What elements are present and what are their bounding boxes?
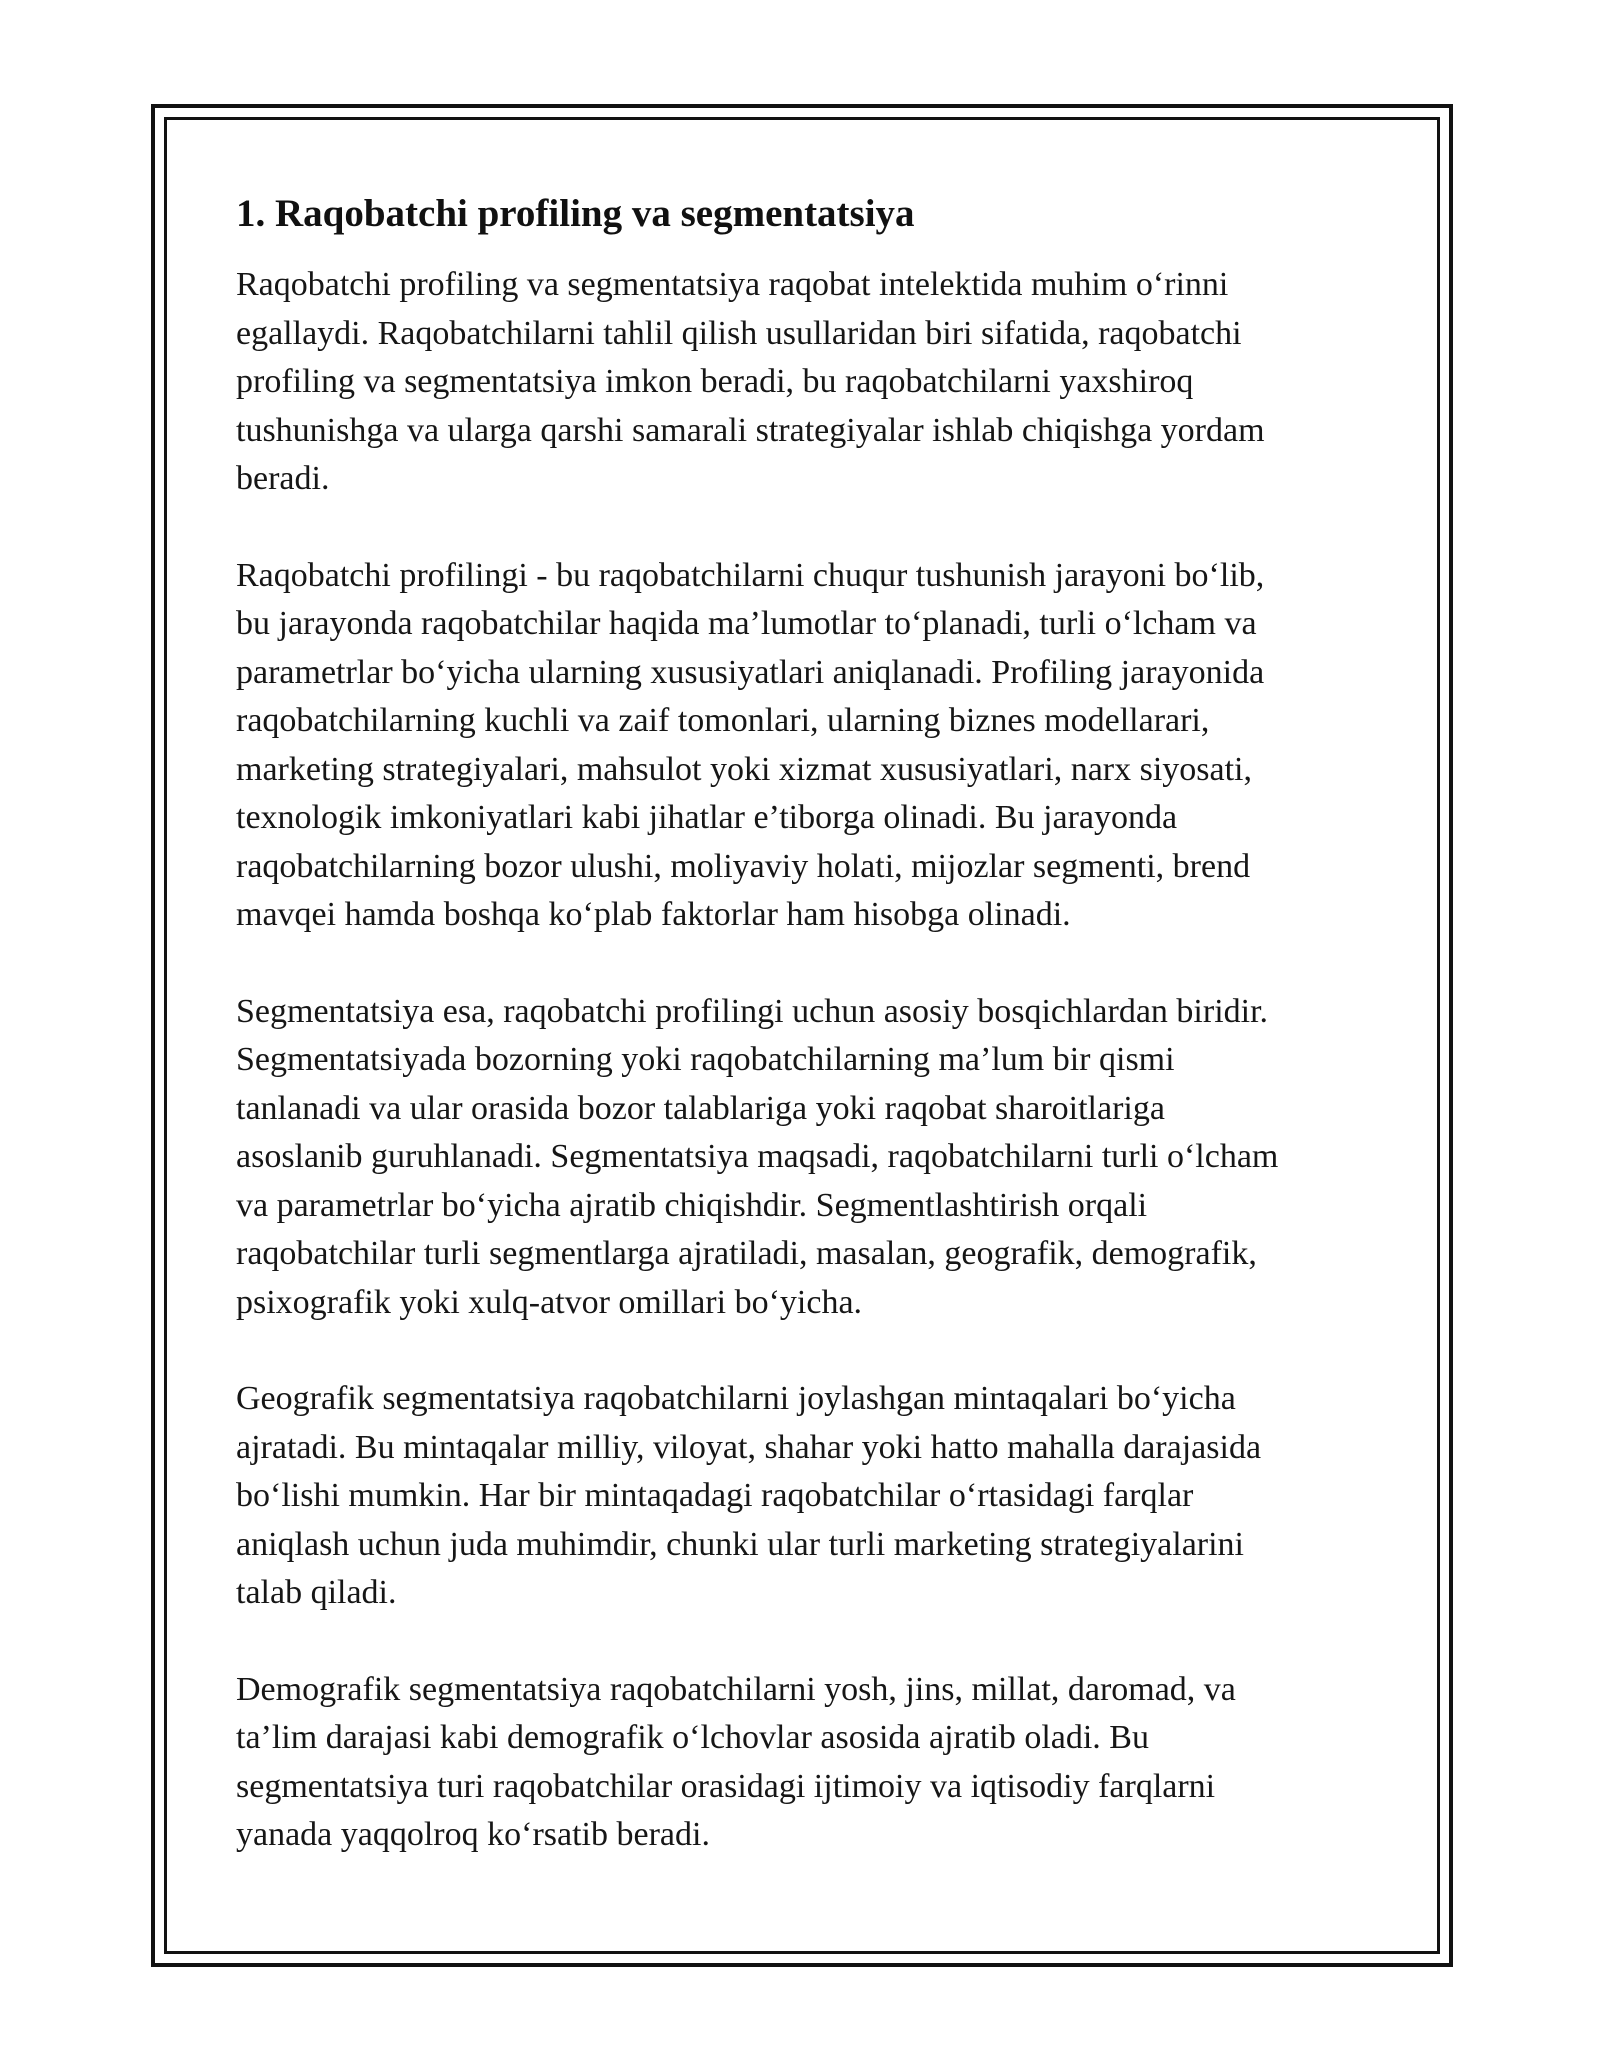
text-line: tanlanadi va ular orasida bozor talablariga yoki raqobat sharoitlariga [236,1089,1165,1127]
text-line: segmentatsiya turi raqobatchilar orasidagi ijtimoiy va iqtisodiy farqlarni [236,1767,1216,1805]
text-line: Segmentatsiya esa, raqobatchi profilingi uchun asosiy bosqichlardan biridir. [236,992,1269,1030]
paragraph-profiling [236,552,1376,940]
text-line: psixografik yoki xulq-atvor omillari bo‘yicha. [236,1283,863,1321]
section-heading: 1. Raqobatchi profiling va segmentatsiya [236,192,915,235]
paragraph-intro [236,261,1376,504]
text-line: raqobatchilarning kuchli va zaif tomonlari, ularning biznes modellarari, [236,702,1210,739]
text-line: mavqei hamda boshqa ko‘plab faktorlar ham hisobga olinadi. [236,896,1071,933]
paragraph-demographic [236,1666,1376,1860]
paragraph-segmentation [236,988,1376,1328]
text-line: Raqobatchi profilingi - bu raqobatchilarni chuqur tushunish jarayoni bo‘lib, [236,556,1265,594]
text-line: Geografik segmentatsiya raqobatchilarni joylashgan mintaqalari bo‘yicha [236,1380,1236,1417]
text-line: va parametrlar bo‘yicha ajratib chiqishdir. Segmentlashtirish orqali [236,1186,1148,1224]
text-line: Raqobatchi profiling va segmentatsiya raqobat intelektida muhim o‘rinni [236,266,1229,303]
text-line: raqobatchilar turli segmentlarga ajratiladi, masalan, geografik, demografik, [236,1235,1257,1272]
text-line: yanada yaqqolroq ko‘rsatib beradi. [236,1816,710,1853]
text-line: egallaydi. Raqobatchilarni tahlil qilish usullaridan biri sifatida, raqobatchi [236,314,1242,352]
text-line: marketing strategiyalari, mahsulot yoki xizmat xususiyatlari, narx siyosati, [236,750,1252,788]
text-line: Segmentatsiyada bozorning yoki raqobatchilarning ma’lum bir qismi [236,1041,1175,1078]
text-line: asoslanib guruhlanadi. Segmentatsiya maqsadi, raqobatchilarni turli o‘lcham [236,1138,1279,1175]
document-body [236,188,1376,1908]
text-line: tushunishga va ularga qarshi samarali strategiyalar ishlab chiqishga yordam [236,411,1265,449]
text-line: bu jarayonda raqobatchilar haqida ma’lumotlar to‘planadi, turli o‘lcham va [236,605,1257,642]
text-line: ta’lim darajasi kabi demografik o‘lchovlar asosida ajratib oladi. Bu [236,1719,1149,1756]
text-line: talab qiladi. [236,1574,397,1611]
text-line: beradi. [236,460,330,497]
text-line: bo‘lishi mumkin. Har bir mintaqadagi raqobatchilar o‘rtasidagi farqlar [236,1477,1194,1514]
text-line: profiling va segmentatsiya imkon beradi, bu raqobatchilarni yaxshiroq [236,363,1194,400]
text-line: texnologik imkoniyatlari kabi jihatlar e’tiborga olinadi. Bu jarayonda [236,799,1178,836]
paragraph-geographic [236,1375,1376,1618]
text-line: raqobatchilarning bozor ulushi, moliyaviy holati, mijozlar segmenti, brend [236,847,1251,885]
text-line: aniqlash uchun juda muhimdir, chunki ular turli marketing strategiyalarini [236,1525,1244,1563]
text-line: Demografik segmentatsiya raqobatchilarni yosh, jins, millat, daromad, va [236,1670,1236,1708]
text-line: parametrlar bo‘yicha ularning xususiyatlari aniqlanadi. Profiling jarayonida [236,653,1265,691]
text-line: ajratadi. Bu mintaqalar milliy, viloyat, shahar yoki hatto mahalla darajasida [236,1428,1262,1466]
